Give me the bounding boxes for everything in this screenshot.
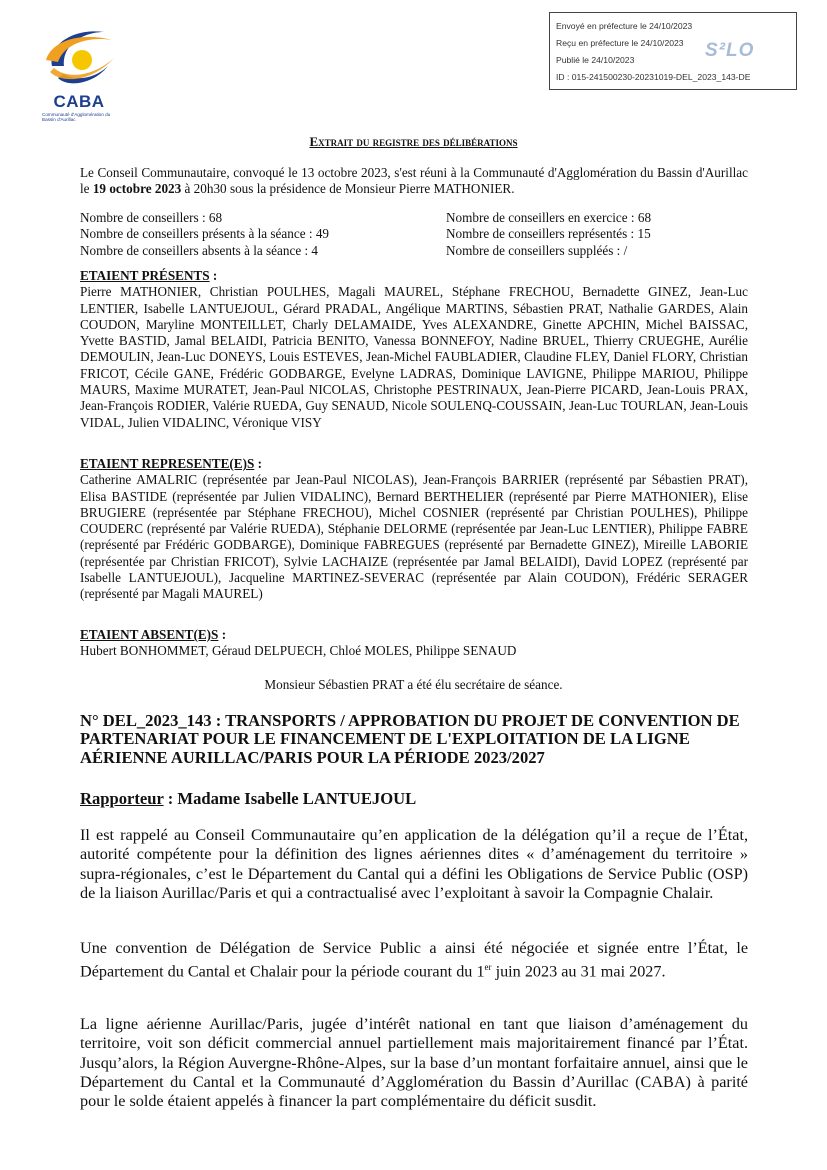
represented-heading: ETAIENT REPRESENTE(E)S xyxy=(80,456,255,471)
intro-date: 19 octobre 2023 xyxy=(92,181,182,197)
stamp-id: ID : 015-241500230-20231019-DEL_2023_143-DE xyxy=(556,72,751,82)
absent-heading: ETAIENT ABSENT(E)S xyxy=(80,627,219,642)
stamp-published: Publié le 24/10/2023 xyxy=(556,55,635,65)
register-title: Extrait du registre des délibérations xyxy=(309,134,518,149)
intro-paragraph xyxy=(80,165,748,198)
represented-sep: : xyxy=(254,456,262,471)
intro-part2: à 20h30 sous la présidence de Monsieur Pierre MATHONIER. xyxy=(181,181,515,197)
secretary-line: Monsieur Sébastien PRAT a été élu secrétaire de séance. xyxy=(264,677,563,692)
deliberation-title: N° DEL_2023_143 : TRANSPORTS / APPROBATION DU PROJET DE CONVENTION DE PARTENARIAT POUR LE FINANCEMENT DE L'EXPLOITATION DE LA LIGNE AÉRIENNE AURILLAC/PARIS POUR LA PÉRIODE 2023/2027 xyxy=(80,711,740,767)
absent-names: Hubert BONHOMMET, Géraud DELPUECH, Chloé MOLES, Philippe SENAUD xyxy=(80,643,517,659)
stamp-sent: Envoyé en préfecture le 24/10/2023 xyxy=(556,21,693,31)
present-section xyxy=(80,268,748,431)
paragraph-2 xyxy=(80,939,748,982)
paragraph-2-a: Une convention de Délégation de Service Public a ainsi été négociée et signée entre l’État, le Département du Cantal et Chalair pour la période courant du 1 xyxy=(80,939,748,981)
logo-subtitle: Communauté d'Agglomération du Bassin d'Aurillac xyxy=(42,112,111,123)
prefecture-stamp xyxy=(549,12,797,90)
present-sep: : xyxy=(209,268,218,283)
counts-block xyxy=(80,210,748,259)
s2lo-signature: S²LO xyxy=(705,40,755,61)
absent-section xyxy=(80,627,748,660)
represented-section xyxy=(80,456,748,603)
paragraph-1: Il est rappelé au Conseil Communautaire qu’en application de la délégation qu’il a reçue de l’État, autorité compétente pour la définition des lignes aériennes dites « d’aménagement du territoire » supra-régionales, c’est le Département du Cantal qui a défini les Obligations de Service Public (OSP) de la liaison Aurillac/Paris et qui a contractualisé avec l’exploitant à savoir la Compagnie Chalair. xyxy=(80,826,748,902)
count-absent: Nombre de conseillers absents à la séance : 4 xyxy=(80,242,319,258)
rapporteur-line xyxy=(80,789,416,809)
count-in-office: Nombre de conseillers en exercice : 68 xyxy=(446,210,652,225)
present-names: Pierre MATHONIER, Christian POULHES, Magali MAUREL, Stéphane FRECHOU, Bernadette GINEZ, Jean-Luc LENTIER, Isabelle LANTUEJOUL, Gérard PRADAL, Angélique MARTINS, Sébastien PRAT, Nathalie GARDES, Alain COUDON, Maryline MONTEILLET, Charly DELAMAIDE, Yves ALEXANDRE, Ginette APCHIN, Michel BAISSAC, Yvette BASTID, Jamal BELAIDI, Patricia BENITO, Vanessa BONNEFOY, Nadine BRUEL, Thierry CRUEGHE, Aurélie DEMOULIN, Jean-Luc DONEYS, Louis ESTEVES, Jean-Michel FAUBLADIER, Claudine FLEY, Daniel FLORY, Christian FRICOT, Cécile GANE, Frédéric GODBARGE, Evelyne LADRAS, Dominique LAVIGNE, Philippe MARIOU, Philippe MAURS, Maxime MURATET, Jean-Paul NICOLAS, Christophe PESTRINAUX, Jean-Pierre PICARD, Jean-Louis PRAX, Jean-François RODIER, Valérie RUEDA, Guy SENAUD, Nicole SOULENQ-COUSSAIN, Jean-Luc TOURLAN, Jean-Louis VIDAL, Julien VIDALINC, Véronique VISY xyxy=(80,284,748,430)
present-heading: ETAIENT PRÉSENTS xyxy=(80,268,210,283)
paragraph-2-b: juin 2023 au 31 mai 2027. xyxy=(491,962,666,981)
caba-swirl-icon xyxy=(38,26,120,92)
count-substituted: Nombre de conseillers suppléés : / xyxy=(446,242,628,258)
count-total: Nombre de conseillers : 68 xyxy=(80,210,223,225)
stamp-received: Reçu en préfecture le 24/10/2023 xyxy=(556,38,684,48)
paragraph-3: La ligne aérienne Aurillac/Paris, jugée d’intérêt national en tant que liaison d’aménagement du territoire, voit son déficit commercial annuel partiellement mais majoritairement financé par l’État. Jusqu’alors, la Région Auvergne-Rhône-Alpes, sur la base d’un montant forfaitaire annuel, ainsi que le Département du Cantal et la Communauté d’Agglomération du Bassin d’Aurillac (CABA) à parité pour le solde étaient appelés à financer la part complémentaire du déficit susdit. xyxy=(80,1015,748,1111)
intro-part1: Le Conseil Communautaire, convoqué le 13 octobre 2023, s'est réuni à la Communauté d'Agglomération du Bassin d'Aurillac le xyxy=(80,165,748,197)
represented-names: Catherine AMALRIC (représentée par Jean-Paul NICOLAS), Jean-François BARRIER (représenté par Sébastien PRAT), Elisa BASTIDE (représentée par Julien VIDALINC), Bernard BERTHELIER (représenté par Pierre MATHONIER), Elise BRUGIERE (représentée par Stéphane FRECHOU), Michel COSNIER (représenté par Christian POULHES), Philippe COUDERC (représenté par Valérie RUEDA), Stéphanie DELORME (représentée par Jean-Luc LENTIER), Philippe FABRE (représenté par Frédéric GODBARGE), Dominique FABREGUES (représenté par Bernadette GINEZ), Mireille LABORIE (représentée par Christian FRICOT), Sylvie LACHAIZE (représentée par Jamal BELAIDI), David LOPEZ (représenté par Isabelle LANTUEJOUL), Jacqueline MARTINEZ-SEVERAC (représentée par Alain COUDON), Frédéric SERAGER (représenté par Magali MAUREL) xyxy=(80,472,748,602)
count-present: Nombre de conseillers présents à la séance : 49 xyxy=(80,226,330,242)
rapporteur-name: : Madame Isabelle LANTUEJOUL xyxy=(163,789,417,808)
rapporteur-label: Rapporteur xyxy=(80,789,164,808)
logo-name: CABA xyxy=(53,92,105,111)
caba-logo xyxy=(38,26,120,134)
paragraph-2-sup: er xyxy=(484,962,492,973)
count-represented: Nombre de conseillers représentés : 15 xyxy=(446,226,651,242)
absent-sep: : xyxy=(218,627,227,642)
